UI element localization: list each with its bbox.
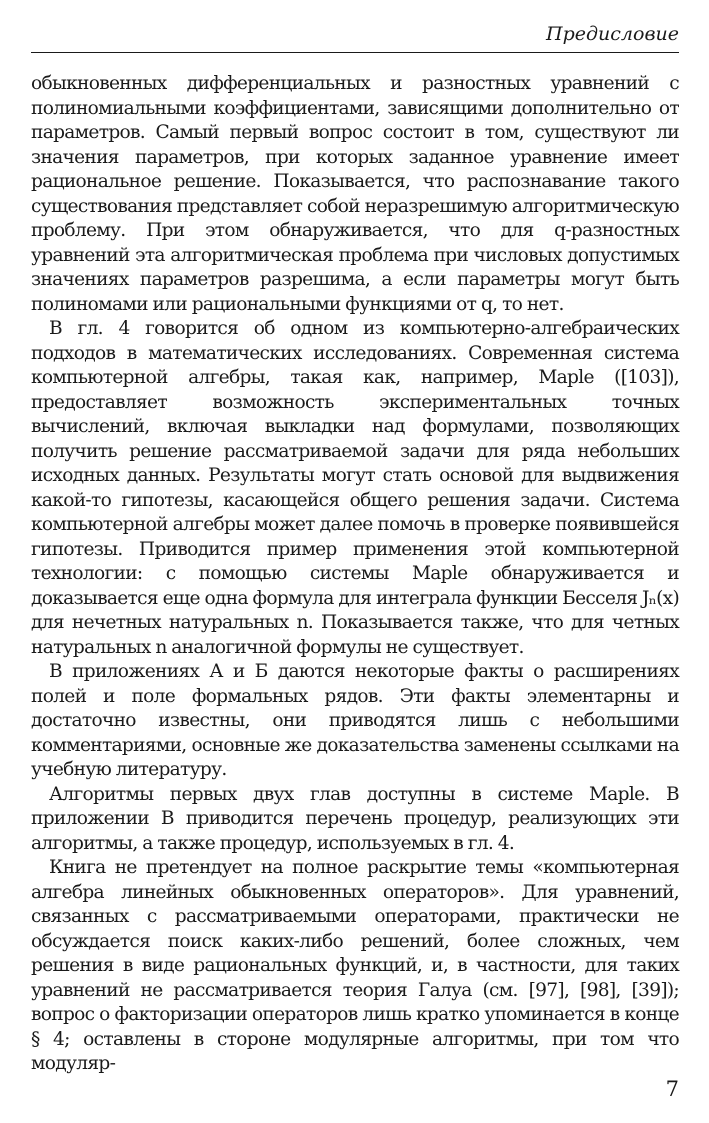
paragraph-chapter4: В гл. 4 говорится об одном из компьютерно-алгебраических подходов в математических исследованиях. Современная система компьютерной алгебры, такая как, например, Maple ([103]), предоставляет возможность экспериментальных точных вычислений, включая выкладки над формулами, позволяющих получить решение рассматриваемой задачи для ряда небольших исходных данных. Результаты могут стать основой для выдвижения какой-то гипотезы, касающейся общего решения задачи. Система компьютерной алгебры может далее помочь в проверке появившейся гипотезы. Приводится пример применения этой компьютерной технологии: с помощью системы Maple обнаруживается и доказывается еще одна формула для интеграла функции Бесселя Jₙ(x) для нечетных натуральных n. Показывается также, что для четных натуральных n аналогичной формулы не существует. [31,318,679,658]
paragraph-algorithms: Алгоритмы первых двух глав доступны в системе Maple. В приложении В приводится перечень процедур, реализующих эти алгоритмы, а также процедур, используемых в гл. 4. [31,783,679,854]
header-rule [31,52,679,53]
body-text [31,72,679,1077]
paragraph-continuation: обыкновенных дифференциальных и разностных уравнений с полиномиальными коэффициентами, зависящими дополнительно от параметров. Самый первый вопрос состоит в том, существуют ли значения параметров, при которых заданное уравнение имеет рациональное решение. Показывается, что распознавание такого существования представляет собой неразрешимую алгоритмическую проблему. При этом обнаруживается, что для q-разностных уравнений эта алгоритмическая проблема при числовых допустимых значениях параметров разрешима, а если параметры могут быть полиномами или рациональными функциями от q, то нет. [31,73,679,315]
paragraph-appendices: В приложениях А и Б даются некоторые факты о расширениях полей и поле формальных рядов. Эти факты элементарны и достаточно известны, они приводятся лишь с небольшими комментариями, основные же доказательства заменены ссылками на учебную литературу. [31,661,679,780]
page-number: 7 [665,1077,679,1101]
paragraph-scope: Книга не претендует на полное раскрытие темы «компьютерная алгебра линейных обыкновенных операторов». Для уравнений, связанных с рассматриваемыми операторами, практически не обсуждается поиск каких-либо решений, более сложных, чем решения в виде рациональных функций, и, в частности, для таких уравнений не рассматривается теория Галуа (см. [97], [98], [39]); вопрос о факторизации операторов лишь кратко упоминается в конце § 4; оставлены в стороне модулярные алгоритмы, при том что модуляр- [31,857,679,1074]
running-head: Предисловие [546,23,679,45]
